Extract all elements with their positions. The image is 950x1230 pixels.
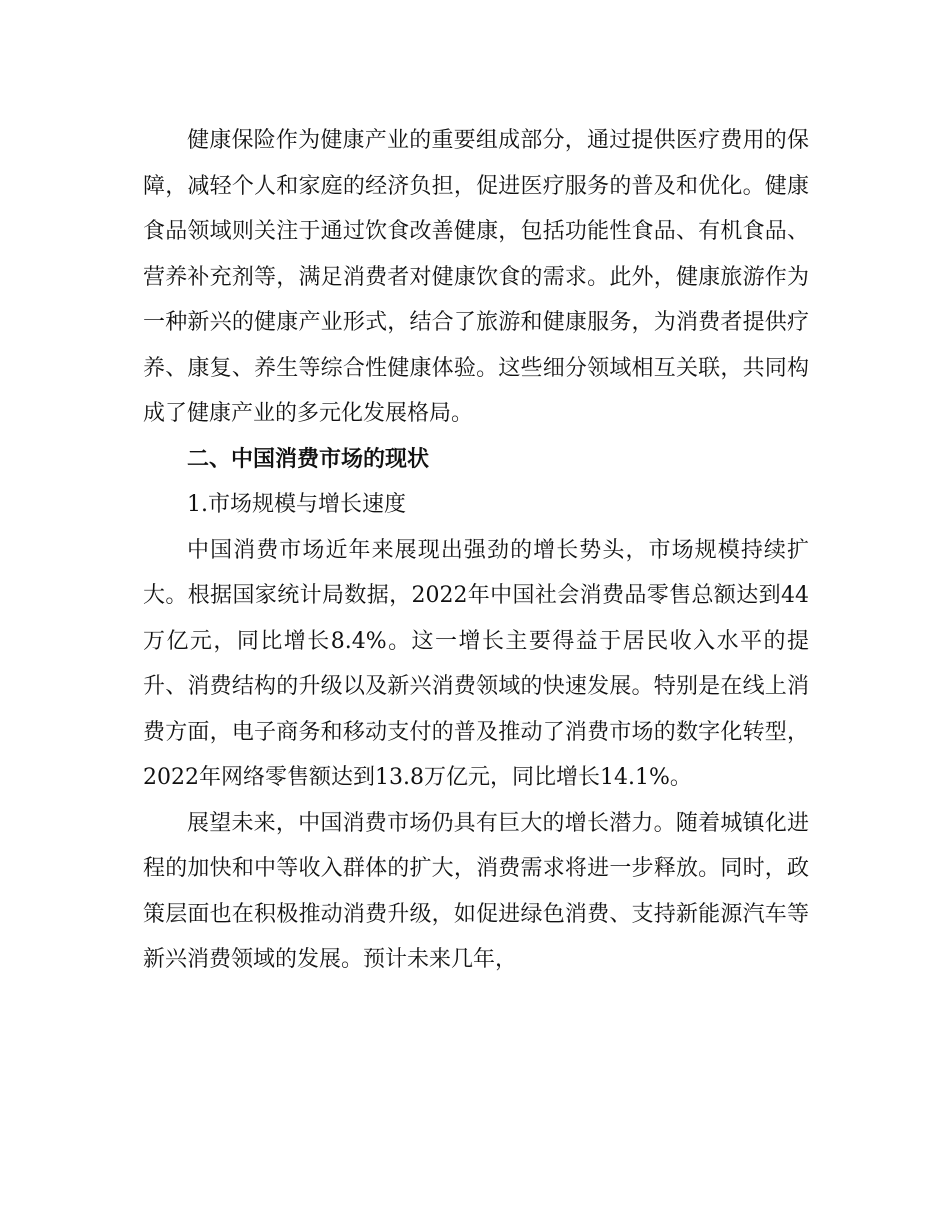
document-body bbox=[143, 118, 809, 983]
subsection-heading-market-scale: 1.市场规模与增长速度 bbox=[187, 492, 406, 517]
section-heading-consumer-market: 二、中国消费市场的现状 bbox=[187, 446, 430, 472]
body-paragraph-market-growth: 中国消费市场近年来展现出强劲的增长势头，市场规模持续扩大。根据国家统计局数据，2022年中国社会消费品零售总额达到44万亿元，同比增长8.4%。这一增长主要得益于居民收入水平的提升、消费结构的升级以及新兴消费领域的快速发展。特别是在线上消费方面，电子商务和移动支付的普及推动了消费市场的数字化转型，2022年网络零售额达到13.8万亿元，同比增长14.1%。 bbox=[143, 537, 809, 790]
body-paragraph-outlook: 展望未来，中国消费市场仍具有巨大的增长潜力。随着城镇化进程的加快和中等收入群体的扩大，消费需求将进一步释放。同时，政策层面也在积极推动消费升级，如促进绿色消费、支持新能源汽车等新兴消费领域的发展。预计未来几年， bbox=[143, 810, 809, 972]
body-paragraph-health-industry: 健康保险作为健康产业的重要组成部分，通过提供医疗费用的保障，减轻个人和家庭的经济负担，促进医疗服务的普及和优化。健康食品领域则关注于通过饮食改善健康，包括功能性食品、有机食品、营养补充剂等，满足消费者对健康饮食的需求。此外，健康旅游作为一种新兴的健康产业形式，结合了旅游和健康服务，为消费者提供疗养、康复、养生等综合性健康体验。这些细分领域相互关联，共同构成了健康产业的多元化发展格局。 bbox=[143, 128, 809, 426]
